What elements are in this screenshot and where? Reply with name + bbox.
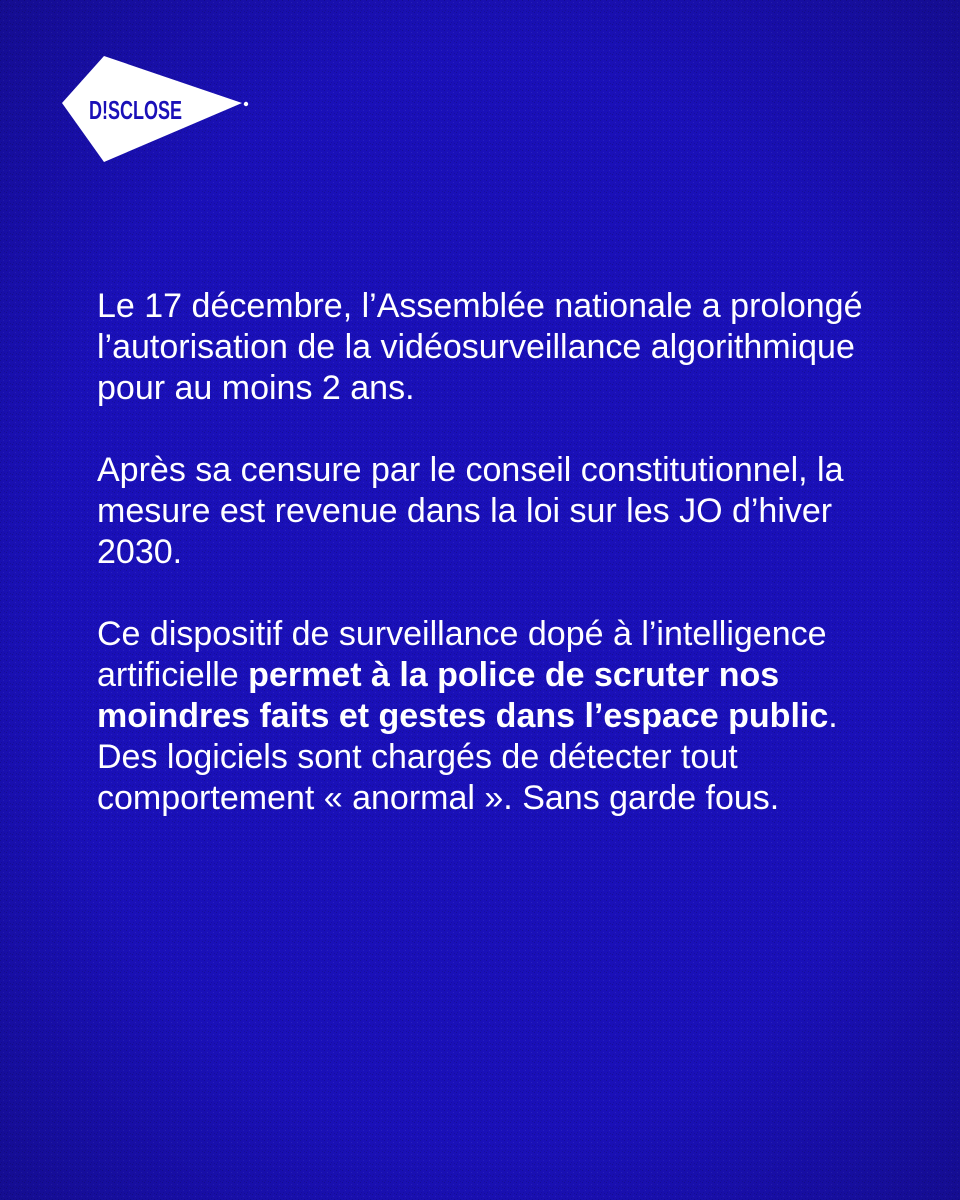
- paragraph-3: [97, 614, 897, 819]
- paragraph-1: Le 17 décembre, l’Assemblée nationale a prolongé l’autorisation de la vidéosurveillance algorithmique pour au moins 2 ans.: [97, 287, 863, 407]
- article-text: [97, 286, 897, 819]
- paragraph-3-outro: . Des logiciels sont chargés de détecter tout comportement « anormal ». Sans garde fous.: [97, 697, 838, 817]
- paragraph-3-intro: Ce dispositif de surveillance dopé à l’intelligence artificielle: [97, 615, 827, 694]
- paragraph-3-highlight: permet à la police de scruter nos moindres faits et gestes dans l’espace public: [97, 656, 829, 735]
- paragraph-2: Après sa censure par le conseil constitutionnel, la mesure est revenue dans la loi sur les JO d’hiver 2030.: [97, 451, 844, 571]
- disclose-logo: [62, 55, 252, 165]
- disclose-logo-text: D!SCLOSE: [89, 95, 182, 125]
